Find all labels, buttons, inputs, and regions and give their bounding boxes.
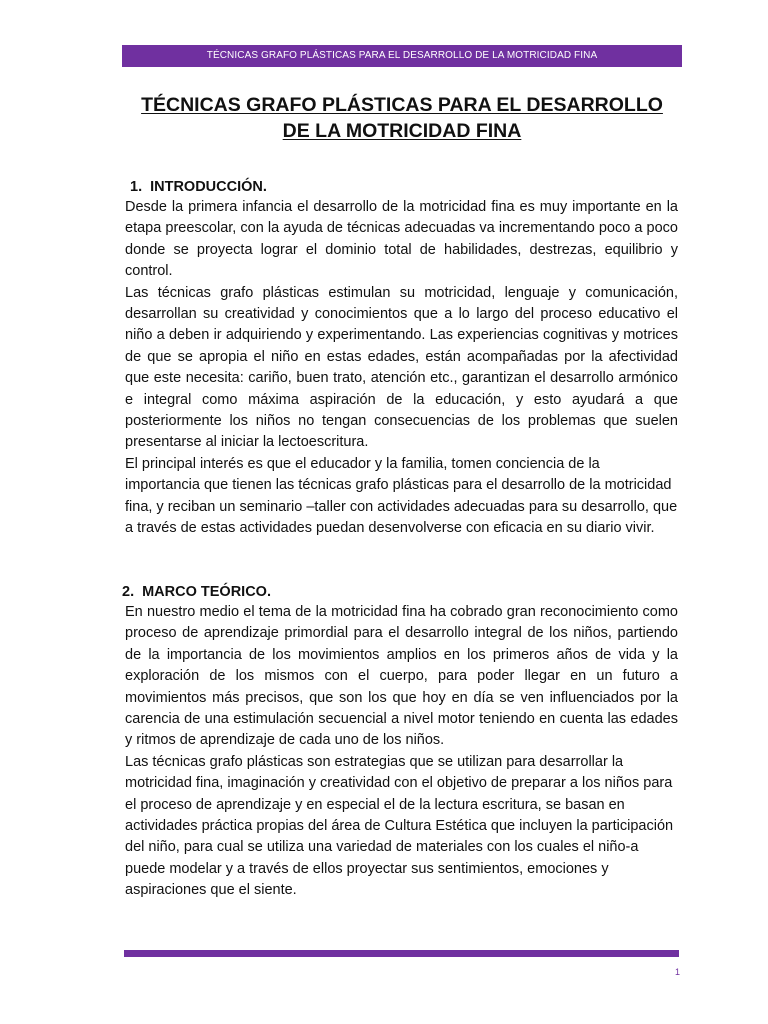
document-title-line-1: TÉCNICAS GRAFO PLÁSTICAS PARA EL DESARROLLO — [141, 94, 663, 116]
paragraph: Desde la primera infancia el desarrollo de la motricidad fina es muy importante en la etapa preescolar, con la ayuda de técnicas adecuadas va incrementando poco a poco donde se proyecta lograr el dominio total de habilidades, destrezas, equilibrio y control. — [125, 199, 678, 280]
section-heading-marco-teorico — [122, 582, 271, 602]
paragraph: Las técnicas grafo plásticas estimulan su motricidad, lenguaje y comunicación, desarrollan su creatividad y conocimientos que a lo largo del proceso educativo el niño a deben ir adquiriendo y experimentando. Las experiencias cognitivas y motrices de que se apropia el niño en estas edades, están acompañadas por la afectividad que este necesita: cariño, buen trato, atención etc., garantizan el desarrollo armónico e integral como máxima aspiración de la educación, y esto ayudará a que posteriormente los niños no tengan consecuencias de los problemas que suelen presentarse al iniciar la lectoescritura. — [125, 284, 678, 451]
section-body-marco-teorico — [125, 602, 678, 902]
section-heading-text: MARCO TEÓRICO. — [142, 584, 271, 600]
footer-divider — [124, 950, 679, 957]
paragraph: En nuestro medio el tema de la motricidad fina ha cobrado gran reconocimiento como proceso de aprendizaje primordial para el desarrollo integral de los niños, partiendo de la importancia de los movimientos amplios en los primeros años de vida y la exploración de los mismos con el cuerpo, para poder llegar en un futuro a movimientos más precisos, que son los que hoy en día se ven influenciados por la carencia de una estimulación secuencial a nivel motor teniendo en cuenta las edades y ritmos de aprendizaje de cada uno de los niños. — [125, 604, 678, 749]
paragraph: El principal interés es que el educador y la familia, tomen conciencia de la importancia que tienen las técnicas grafo plásticas para el desarrollo de la motricidad fina, y reciban un seminario –taller con actividades adecuadas para su desarrollo, que a través de estas actividades puedan desenvolverse con eficacia en su diario vivir. — [125, 455, 678, 537]
section-number: 2. — [122, 584, 135, 600]
section-number: 1. — [130, 179, 143, 195]
section-heading-introduccion — [130, 177, 267, 197]
page-number: 1 — [674, 967, 680, 977]
running-header: TÉCNICAS GRAFO PLÁSTICAS PARA EL DESARROLLO DE LA MOTRICIDAD FINA — [122, 45, 682, 67]
section-heading-text: INTRODUCCIÓN. — [150, 179, 267, 195]
section-body-introduccion — [125, 197, 678, 540]
document-title-line-2: DE LA MOTRICIDAD FINA — [282, 120, 522, 142]
document-title — [122, 92, 682, 144]
paragraph: Las técnicas grafo plásticas son estrategias que se utilizan para desarrollar la motricidad fina, imaginación y creatividad con el objetivo de preparar a los niños para el proceso de aprendizaje y en especial el de la lectura escritura, se basan en actividades práctica propias del área de Cultura Estética que incluyen la participación del niño, para cual se utiliza una variedad de materiales con los cuales el niño-a puede modelar y a través de ellos proyectar sus sentimientos, emociones y aspiraciones que el siente. — [125, 753, 674, 899]
